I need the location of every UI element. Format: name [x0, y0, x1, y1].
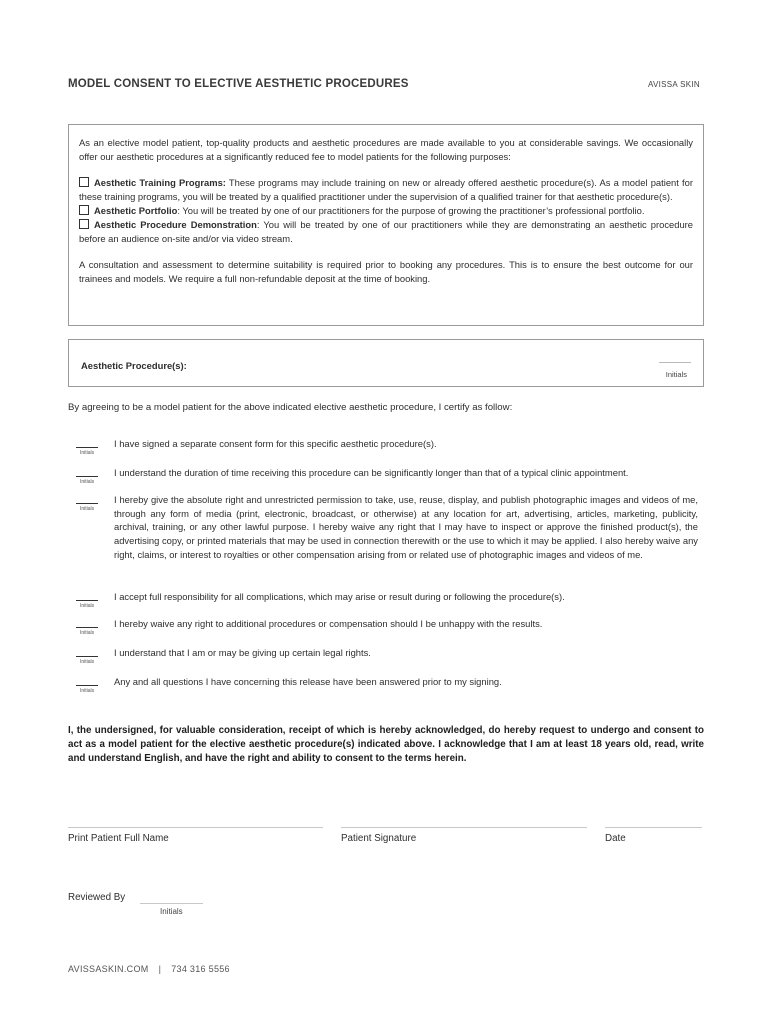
print-name-field[interactable] — [68, 827, 323, 828]
procedure-initials-field[interactable] — [659, 362, 691, 363]
reviewed-initials-field[interactable] — [140, 903, 203, 904]
initials-label: Initials — [80, 630, 95, 636]
checkbox-portfolio[interactable] — [79, 205, 89, 215]
certification-text: I have signed a separate consent form for this specific aesthetic procedure(s). — [114, 438, 437, 449]
intro-paragraph: As an elective model patient, top-quality products and aesthetic procedures are made available to you at considerable savings. We occasionally offer our aesthetic procedures at a significantly reduced fee to model patients for the following purposes: — [79, 137, 693, 162]
purpose-text: : You will be treated by one of our practitioners while they are demonstrating an aesthetic procedure before an audience on-site and/or via video stream. — [79, 219, 693, 244]
purpose-title: Aesthetic Procedure Demonstration — [94, 219, 257, 230]
initials-field[interactable] — [76, 590, 98, 601]
purpose-training — [79, 176, 693, 204]
initials-label: Initials — [80, 603, 95, 609]
initials-field[interactable] — [76, 437, 98, 448]
date-label: Date — [605, 833, 626, 844]
procedure-initials-label: Initials — [665, 370, 687, 379]
initials-field[interactable] — [76, 646, 98, 657]
initials-label: Initials — [80, 659, 95, 665]
certification-text: I hereby waive any right to additional procedures or compensation should I be unhappy with the results. — [114, 618, 543, 629]
footer — [68, 964, 230, 974]
footer-phone: 734 316 5556 — [171, 964, 230, 974]
initials-field[interactable] — [76, 675, 98, 686]
purpose-text: : You will be treated by one of our practitioners for the purpose of growing the practitioner’s professional portfolio. — [177, 205, 645, 216]
initials-field[interactable] — [76, 466, 98, 477]
certification-text: I accept full responsibility for all complications, which may arise or result during or following the procedure(s). — [114, 591, 565, 602]
purpose-title: Aesthetic Portfolio — [94, 205, 178, 216]
reviewed-by-label: Reviewed By — [68, 892, 126, 903]
print-name-label: Print Patient Full Name — [68, 833, 169, 844]
procedure-box — [68, 339, 704, 387]
consent-statement: I, the undersigned, for valuable consideration, receipt of which is hereby acknowledged, do hereby request to undergo and consent to act as a model patient for the elective aesthetic procedure(s) indicated above. I acknowledge that I am at least 18 years old, read, write and understand English, and have the right and ability to consent to the terms herein. — [68, 725, 704, 764]
signature-field[interactable] — [341, 827, 587, 828]
footer-separator: | — [158, 964, 162, 974]
document-header — [68, 78, 700, 90]
initials-label: Initials — [80, 688, 95, 694]
certification-text: I understand the duration of time receiving this procedure can be significantly longer than that of a typical clinic appointment. — [114, 467, 629, 478]
certification-text: I understand that I am or may be giving up certain legal rights. — [114, 647, 371, 658]
date-field[interactable] — [605, 827, 702, 828]
signature-label: Patient Signature — [341, 833, 417, 844]
purpose-portfolio — [79, 204, 693, 218]
checkbox-demonstration[interactable] — [79, 219, 89, 229]
initials-label: Initials — [80, 506, 95, 512]
brand-name: AVISSA SKIN — [647, 80, 700, 89]
procedure-label: Aesthetic Procedure(s): — [81, 360, 187, 371]
purpose-title: Aesthetic Training Programs: — [94, 177, 226, 188]
document-title: MODEL CONSENT TO ELECTIVE AESTHETIC PROCEDURES — [68, 78, 409, 90]
initials-label: Initials — [80, 450, 95, 456]
consultation-paragraph: A consultation and assessment to determine suitability is required prior to booking any procedures. This is to ensure the best outcome for our trainees and models. We require a full non-refundable deposit at the time of booking. — [79, 259, 693, 284]
initials-field[interactable] — [76, 617, 98, 628]
reviewed-initials-label: Initials — [160, 907, 183, 916]
initials-field[interactable] — [76, 493, 98, 504]
certification-text: I hereby give the absolute right and unrestricted permission to take, use, reuse, display, and publish photographic images and videos of me, through any form of media (print, electronic, broadcast, or otherwise) at any location for art, advertising, articles, marketing, publicity, archival, training, or any other lawful purpose. I hereby waive any right that I may have to inspect or approve the finished product(s), the advertising copy, or printed materials that may be used in connection therewith or the use to which it may be applied. I also hereby waive any right, claims, or interest to royalties or other compensation arising from or related use of photographic images and videos of me. — [114, 494, 698, 560]
certify-intro: By agreeing to be a model patient for the above indicated elective aesthetic procedure, I certify as follow: — [68, 402, 513, 413]
intro-box — [68, 124, 704, 326]
certification-text: Any and all questions I have concerning this release have been answered prior to my signing. — [114, 676, 502, 687]
checkbox-training[interactable] — [79, 177, 89, 187]
purpose-text: These programs may include training on new or already offered aesthetic procedure(s). As a model patient for these training programs, you will be treated by a qualified practitioner under the supervision of a qualified trainer for that aesthetic procedure(s). — [79, 177, 693, 202]
initials-label: Initials — [80, 479, 95, 485]
purpose-demonstration — [79, 218, 693, 246]
footer-website: AVISSASKIN.COM — [68, 964, 149, 974]
